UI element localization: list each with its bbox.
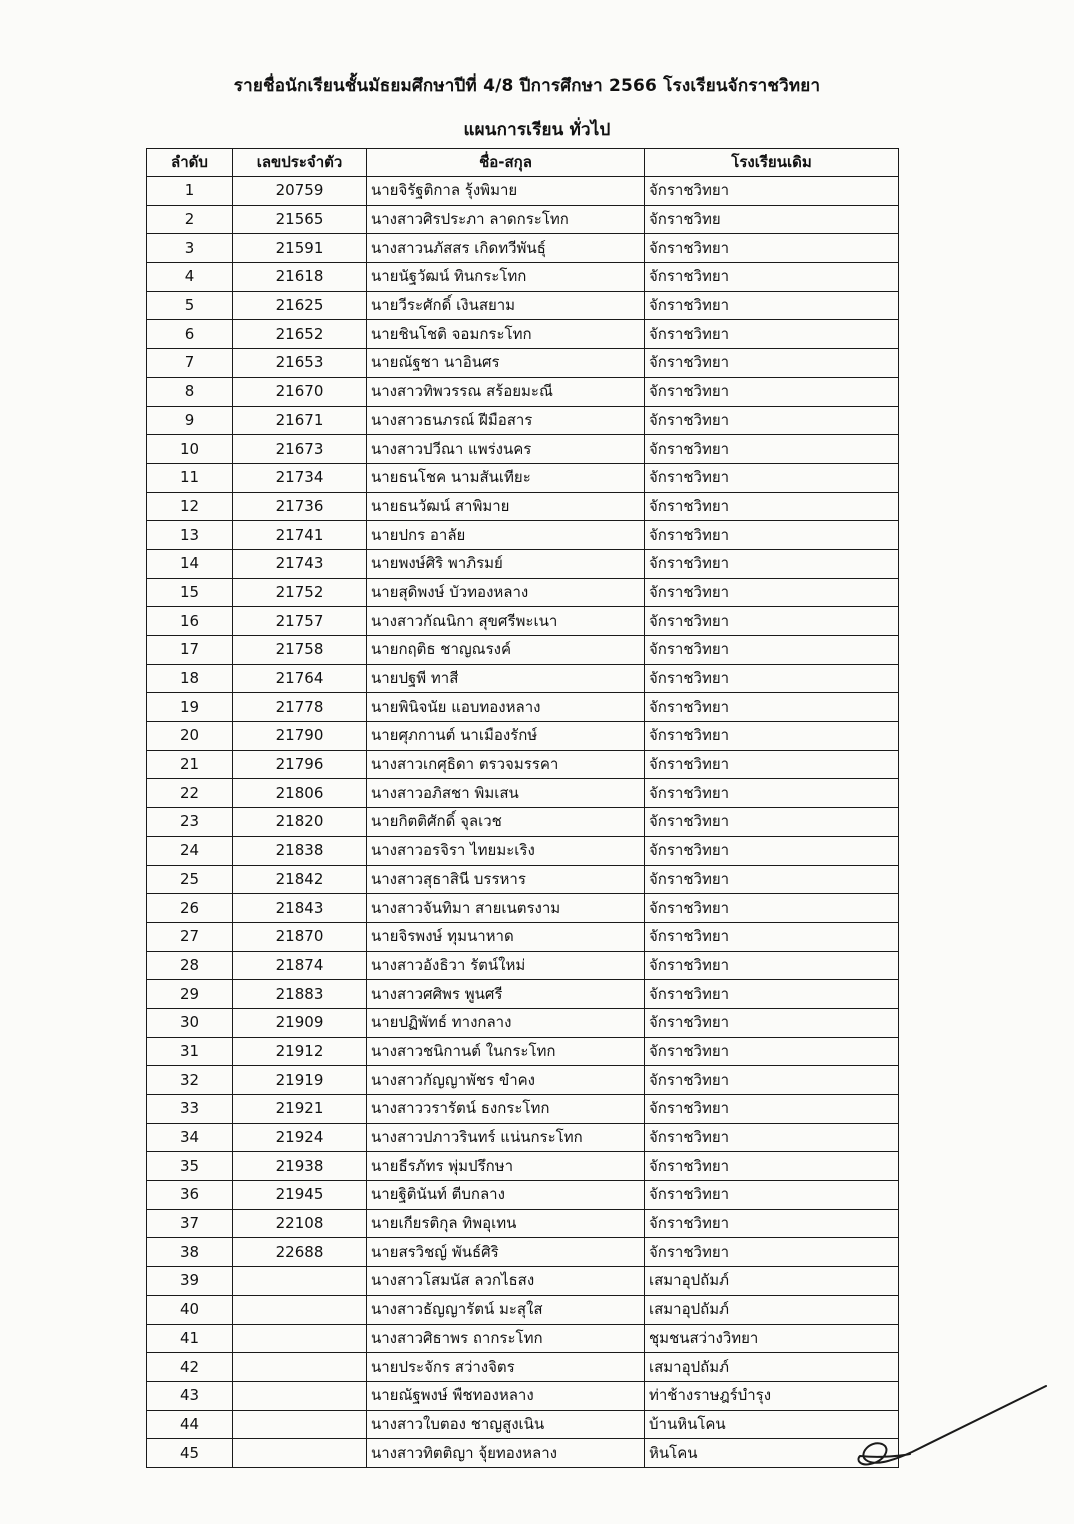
table-row bbox=[147, 521, 899, 550]
cell-student-id bbox=[233, 1267, 367, 1296]
table-row bbox=[147, 205, 899, 234]
cell-no: 23 bbox=[147, 808, 233, 837]
cell-student-id: 22688 bbox=[233, 1238, 367, 1267]
cell-former-school: จักราชวิทยา bbox=[645, 1152, 899, 1181]
cell-former-school: จักราชวิทยา bbox=[645, 808, 899, 837]
cell-no: 43 bbox=[147, 1381, 233, 1410]
cell-name: นายวีระศักดิ์ เงินสยาม bbox=[367, 291, 645, 320]
cell-former-school: จักราชวิทยา bbox=[645, 578, 899, 607]
cell-name: นายณัฐชา นาอินศร bbox=[367, 349, 645, 378]
cell-name: นางสาวใบตอง ชาญสูงเนิน bbox=[367, 1410, 645, 1439]
cell-name: นายศุภกานต์ นาเมืองรักษ์ bbox=[367, 722, 645, 751]
cell-former-school: จักราชวิทยา bbox=[645, 320, 899, 349]
student-roster-table bbox=[146, 148, 899, 1468]
cell-student-id: 20759 bbox=[233, 177, 367, 206]
cell-no: 27 bbox=[147, 922, 233, 951]
cell-student-id: 21673 bbox=[233, 435, 367, 464]
cell-former-school: จักราชวิทยา bbox=[645, 1181, 899, 1210]
header-former-school: โรงเรียนเดิม bbox=[645, 149, 899, 177]
cell-former-school: ชุมชนสว่างวิทยา bbox=[645, 1324, 899, 1353]
table-row bbox=[147, 750, 899, 779]
cell-no: 25 bbox=[147, 865, 233, 894]
cell-student-id: 21883 bbox=[233, 980, 367, 1009]
cell-no: 34 bbox=[147, 1123, 233, 1152]
cell-former-school: จักราชวิทยา bbox=[645, 636, 899, 665]
table-body bbox=[147, 177, 899, 1468]
cell-no: 38 bbox=[147, 1238, 233, 1267]
table-row bbox=[147, 349, 899, 378]
table-row bbox=[147, 722, 899, 751]
cell-name: นางสาวกัณนิกา สุขศรีพะเนา bbox=[367, 607, 645, 636]
cell-name: นางสาวอรจิรา ไทยมะเริง bbox=[367, 836, 645, 865]
cell-student-id bbox=[233, 1295, 367, 1324]
cell-student-id: 21652 bbox=[233, 320, 367, 349]
cell-student-id: 21743 bbox=[233, 549, 367, 578]
table-row bbox=[147, 1324, 899, 1353]
table-row bbox=[147, 1095, 899, 1124]
cell-former-school: จักราชวิทยา bbox=[645, 1209, 899, 1238]
cell-student-id: 21757 bbox=[233, 607, 367, 636]
cell-name: นางสาวศิธาพร ถากระโทก bbox=[367, 1324, 645, 1353]
cell-no: 31 bbox=[147, 1037, 233, 1066]
cell-former-school: จักราชวิทยา bbox=[645, 291, 899, 320]
cell-student-id: 21806 bbox=[233, 779, 367, 808]
cell-name: นางสาวศศิพร พูนศรี bbox=[367, 980, 645, 1009]
cell-no: 30 bbox=[147, 1008, 233, 1037]
cell-no: 4 bbox=[147, 263, 233, 292]
cell-student-id: 21625 bbox=[233, 291, 367, 320]
cell-name: นายจิรพงษ์ ทุมนาหาด bbox=[367, 922, 645, 951]
document-title: รายชื่อนักเรียนชั้นมัธยมศึกษาปีที่ 4/8 ปีการศึกษา 2566 โรงเรียนจักราชวิทยา bbox=[233, 76, 821, 96]
table-row bbox=[147, 1209, 899, 1238]
cell-no: 22 bbox=[147, 779, 233, 808]
table-row bbox=[147, 234, 899, 263]
cell-former-school: จักราชวิทยา bbox=[645, 1123, 899, 1152]
cell-name: นายธนโชค นามสันเทียะ bbox=[367, 463, 645, 492]
cell-former-school: จักราชวิทย bbox=[645, 205, 899, 234]
cell-name: นายปกร อาลัย bbox=[367, 521, 645, 550]
cell-former-school: เสมาอุปถัมภ์ bbox=[645, 1267, 899, 1296]
cell-former-school: ท่าช้างราษฎร์บำรุง bbox=[645, 1381, 899, 1410]
header-no: ลำดับ bbox=[147, 149, 233, 177]
cell-former-school: จักราชวิทยา bbox=[645, 693, 899, 722]
cell-name: นางสาวเกศุธิดา ตรวจมรรคา bbox=[367, 750, 645, 779]
cell-student-id: 21671 bbox=[233, 406, 367, 435]
cell-name: นายเกียรติกุล ทิพอุเทน bbox=[367, 1209, 645, 1238]
cell-former-school: จักราชวิทยา bbox=[645, 1238, 899, 1267]
table-row bbox=[147, 291, 899, 320]
cell-former-school: จักราชวิทยา bbox=[645, 1037, 899, 1066]
cell-no: 42 bbox=[147, 1353, 233, 1382]
cell-no: 36 bbox=[147, 1181, 233, 1210]
cell-name: นายกิตติศักดิ์ จุลเวช bbox=[367, 808, 645, 837]
table-row bbox=[147, 1037, 899, 1066]
cell-student-id: 22108 bbox=[233, 1209, 367, 1238]
cell-no: 20 bbox=[147, 722, 233, 751]
table-row bbox=[147, 549, 899, 578]
cell-no: 39 bbox=[147, 1267, 233, 1296]
table-row bbox=[147, 1066, 899, 1095]
cell-student-id bbox=[233, 1353, 367, 1382]
cell-name: นางสาวปภาวรินทร์ แน่นกระโทก bbox=[367, 1123, 645, 1152]
cell-former-school: จักราชวิทยา bbox=[645, 349, 899, 378]
cell-name: นางสาวชนิกานต์ ในกระโทก bbox=[367, 1037, 645, 1066]
cell-no: 35 bbox=[147, 1152, 233, 1181]
cell-no: 9 bbox=[147, 406, 233, 435]
cell-former-school: จักราชวิทยา bbox=[645, 1066, 899, 1095]
table-row bbox=[147, 636, 899, 665]
cell-no: 18 bbox=[147, 664, 233, 693]
cell-student-id: 21736 bbox=[233, 492, 367, 521]
table-row bbox=[147, 1439, 899, 1468]
cell-former-school: จักราชวิทยา bbox=[645, 951, 899, 980]
cell-no: 14 bbox=[147, 549, 233, 578]
table-header-row bbox=[147, 149, 899, 177]
cell-student-id: 21843 bbox=[233, 894, 367, 923]
cell-student-id bbox=[233, 1439, 367, 1468]
table-row bbox=[147, 779, 899, 808]
cell-no: 28 bbox=[147, 951, 233, 980]
cell-former-school: จักราชวิทยา bbox=[645, 406, 899, 435]
table-row bbox=[147, 1410, 899, 1439]
cell-student-id: 21618 bbox=[233, 263, 367, 292]
cell-no: 11 bbox=[147, 463, 233, 492]
cell-former-school: จักราชวิทยา bbox=[645, 521, 899, 550]
cell-no: 6 bbox=[147, 320, 233, 349]
cell-student-id: 21591 bbox=[233, 234, 367, 263]
cell-no: 40 bbox=[147, 1295, 233, 1324]
cell-former-school: จักราชวิทยา bbox=[645, 722, 899, 751]
cell-student-id: 21938 bbox=[233, 1152, 367, 1181]
cell-name: นายประจักร สว่างจิตร bbox=[367, 1353, 645, 1382]
cell-former-school: จักราชวิทยา bbox=[645, 664, 899, 693]
cell-former-school: เสมาอุปถัมภ์ bbox=[645, 1353, 899, 1382]
cell-no: 13 bbox=[147, 521, 233, 550]
cell-student-id: 21778 bbox=[233, 693, 367, 722]
cell-student-id: 21670 bbox=[233, 377, 367, 406]
table-row bbox=[147, 435, 899, 464]
cell-name: นายปฏิพัทธ์ ทางกลาง bbox=[367, 1008, 645, 1037]
cell-name: นางสาวทิพวรรณ สร้อยมะณี bbox=[367, 377, 645, 406]
cell-no: 2 bbox=[147, 205, 233, 234]
cell-name: นายพงษ์ศิริ พาภิรมย์ bbox=[367, 549, 645, 578]
cell-former-school: จักราชวิทยา bbox=[645, 836, 899, 865]
cell-no: 29 bbox=[147, 980, 233, 1009]
cell-former-school: หินโคน bbox=[645, 1439, 899, 1468]
cell-former-school: จักราชวิทยา bbox=[645, 463, 899, 492]
cell-student-id: 21653 bbox=[233, 349, 367, 378]
cell-name: นายสุดิพงษ์ บัวทองหลาง bbox=[367, 578, 645, 607]
cell-name: นางสาววรารัตน์ ธงกระโทก bbox=[367, 1095, 645, 1124]
cell-name: นางสาวอภิสชา พิมเสน bbox=[367, 779, 645, 808]
table-row bbox=[147, 1381, 899, 1410]
cell-student-id bbox=[233, 1410, 367, 1439]
cell-former-school: จักราชวิทยา bbox=[645, 750, 899, 779]
cell-name: นายจิรัฐติกาล รุ้งพิมาย bbox=[367, 177, 645, 206]
cell-no: 3 bbox=[147, 234, 233, 263]
cell-no: 8 bbox=[147, 377, 233, 406]
cell-former-school: จักราชวิทยา bbox=[645, 894, 899, 923]
cell-former-school: จักราชวิทยา bbox=[645, 234, 899, 263]
cell-no: 44 bbox=[147, 1410, 233, 1439]
cell-name: นายกฤติธ ชาญณรงค์ bbox=[367, 636, 645, 665]
cell-student-id: 21924 bbox=[233, 1123, 367, 1152]
cell-former-school: บ้านหินโคน bbox=[645, 1410, 899, 1439]
cell-name: นายฐิตินันท์ ตีบกลาง bbox=[367, 1181, 645, 1210]
cell-no: 41 bbox=[147, 1324, 233, 1353]
table-row bbox=[147, 1267, 899, 1296]
cell-no: 5 bbox=[147, 291, 233, 320]
cell-former-school: จักราชวิทยา bbox=[645, 922, 899, 951]
cell-no: 24 bbox=[147, 836, 233, 865]
cell-former-school: จักราชวิทยา bbox=[645, 865, 899, 894]
cell-student-id bbox=[233, 1324, 367, 1353]
table-row bbox=[147, 377, 899, 406]
cell-no: 32 bbox=[147, 1066, 233, 1095]
cell-no: 7 bbox=[147, 349, 233, 378]
table-row bbox=[147, 1238, 899, 1267]
cell-student-id: 21921 bbox=[233, 1095, 367, 1124]
cell-no: 45 bbox=[147, 1439, 233, 1468]
signature-mark bbox=[850, 1380, 1060, 1470]
header-name: ชื่อ-สกุล bbox=[367, 149, 645, 177]
cell-no: 12 bbox=[147, 492, 233, 521]
cell-name: นายพินิจนัย แอบทองหลาง bbox=[367, 693, 645, 722]
cell-former-school: จักราชวิทยา bbox=[645, 492, 899, 521]
cell-name: นางสาวนภัสสร เกิดทวีพันธุ์ bbox=[367, 234, 645, 263]
cell-student-id: 21919 bbox=[233, 1066, 367, 1095]
cell-name: นายธนวัฒน์ สาพิมาย bbox=[367, 492, 645, 521]
cell-name: นางสาวกัญญาพัชร ขำคง bbox=[367, 1066, 645, 1095]
cell-former-school: จักราชวิทยา bbox=[645, 1008, 899, 1037]
table-row bbox=[147, 980, 899, 1009]
table-row bbox=[147, 263, 899, 292]
cell-former-school: จักราชวิทยา bbox=[645, 980, 899, 1009]
cell-student-id: 21758 bbox=[233, 636, 367, 665]
table-row bbox=[147, 865, 899, 894]
table-row bbox=[147, 1295, 899, 1324]
cell-student-id: 21565 bbox=[233, 205, 367, 234]
cell-name: นางสาวปวีณา แพร่งนคร bbox=[367, 435, 645, 464]
cell-former-school: เสมาอุปถัมภ์ bbox=[645, 1295, 899, 1324]
table-row bbox=[147, 463, 899, 492]
cell-no: 33 bbox=[147, 1095, 233, 1124]
cell-no: 19 bbox=[147, 693, 233, 722]
table-row bbox=[147, 177, 899, 206]
cell-no: 21 bbox=[147, 750, 233, 779]
table-row bbox=[147, 836, 899, 865]
cell-student-id: 21912 bbox=[233, 1037, 367, 1066]
cell-student-id: 21870 bbox=[233, 922, 367, 951]
cell-name: นายธีรภัทร พุ่มปรึกษา bbox=[367, 1152, 645, 1181]
cell-former-school: จักราชวิทยา bbox=[645, 263, 899, 292]
table-row bbox=[147, 1123, 899, 1152]
cell-former-school: จักราชวิทยา bbox=[645, 607, 899, 636]
table-row bbox=[147, 1008, 899, 1037]
table-row bbox=[147, 1152, 899, 1181]
table-row bbox=[147, 1353, 899, 1382]
table-row bbox=[147, 607, 899, 636]
cell-name: นางสาวสุธาสินี บรรหาร bbox=[367, 865, 645, 894]
cell-no: 15 bbox=[147, 578, 233, 607]
table-row bbox=[147, 951, 899, 980]
cell-student-id: 21838 bbox=[233, 836, 367, 865]
cell-student-id: 21945 bbox=[233, 1181, 367, 1210]
cell-name: นางสาวธัญญารัตน์ มะสุใส bbox=[367, 1295, 645, 1324]
table-row bbox=[147, 578, 899, 607]
cell-student-id bbox=[233, 1381, 367, 1410]
cell-student-id: 21741 bbox=[233, 521, 367, 550]
cell-name: นางสาวศิรประภา ลาดกระโทก bbox=[367, 205, 645, 234]
table-row bbox=[147, 808, 899, 837]
cell-former-school: จักราชวิทยา bbox=[645, 549, 899, 578]
cell-no: 26 bbox=[147, 894, 233, 923]
cell-name: นางสาวอังธิวา รัตน์ใหม่ bbox=[367, 951, 645, 980]
cell-no: 1 bbox=[147, 177, 233, 206]
cell-student-id: 21796 bbox=[233, 750, 367, 779]
cell-former-school: จักราชวิทยา bbox=[645, 435, 899, 464]
cell-student-id: 21752 bbox=[233, 578, 367, 607]
cell-former-school: จักราชวิทยา bbox=[645, 177, 899, 206]
cell-no: 37 bbox=[147, 1209, 233, 1238]
cell-name: นางสาวจันทิมา สายเนตรงาม bbox=[367, 894, 645, 923]
table-row bbox=[147, 1181, 899, 1210]
cell-former-school: จักราชวิทยา bbox=[645, 1095, 899, 1124]
cell-name: นางสาวธนภรณ์ ฝีมือสาร bbox=[367, 406, 645, 435]
cell-name: นางสาวโสมนัส ลวกไธสง bbox=[367, 1267, 645, 1296]
cell-student-id: 21909 bbox=[233, 1008, 367, 1037]
cell-name: นายนัฐวัฒน์ ทินกระโทก bbox=[367, 263, 645, 292]
cell-name: นายสรวิชญ์ พันธ์ศิริ bbox=[367, 1238, 645, 1267]
cell-student-id: 21764 bbox=[233, 664, 367, 693]
cell-no: 17 bbox=[147, 636, 233, 665]
cell-former-school: จักราชวิทยา bbox=[645, 779, 899, 808]
cell-name: นายปฐพี ทาสี bbox=[367, 664, 645, 693]
cell-student-id: 21820 bbox=[233, 808, 367, 837]
cell-name: นายณัฐพงษ์ พืชทองหลาง bbox=[367, 1381, 645, 1410]
cell-student-id: 21842 bbox=[233, 865, 367, 894]
table-row bbox=[147, 922, 899, 951]
cell-no: 10 bbox=[147, 435, 233, 464]
header-student-id: เลขประจำตัว bbox=[233, 149, 367, 177]
table-row bbox=[147, 406, 899, 435]
cell-no: 16 bbox=[147, 607, 233, 636]
document-subtitle: แผนการเรียน ทั่วไป bbox=[463, 120, 611, 140]
cell-name: นายชินโชติ จอมกระโทก bbox=[367, 320, 645, 349]
table-row bbox=[147, 693, 899, 722]
cell-student-id: 21734 bbox=[233, 463, 367, 492]
cell-student-id: 21790 bbox=[233, 722, 367, 751]
cell-student-id: 21874 bbox=[233, 951, 367, 980]
table-row bbox=[147, 664, 899, 693]
cell-name: นางสาวทิตติญา จุ้ยทองหลาง bbox=[367, 1439, 645, 1468]
table-row bbox=[147, 320, 899, 349]
table-row bbox=[147, 492, 899, 521]
cell-former-school: จักราชวิทยา bbox=[645, 377, 899, 406]
table-row bbox=[147, 894, 899, 923]
